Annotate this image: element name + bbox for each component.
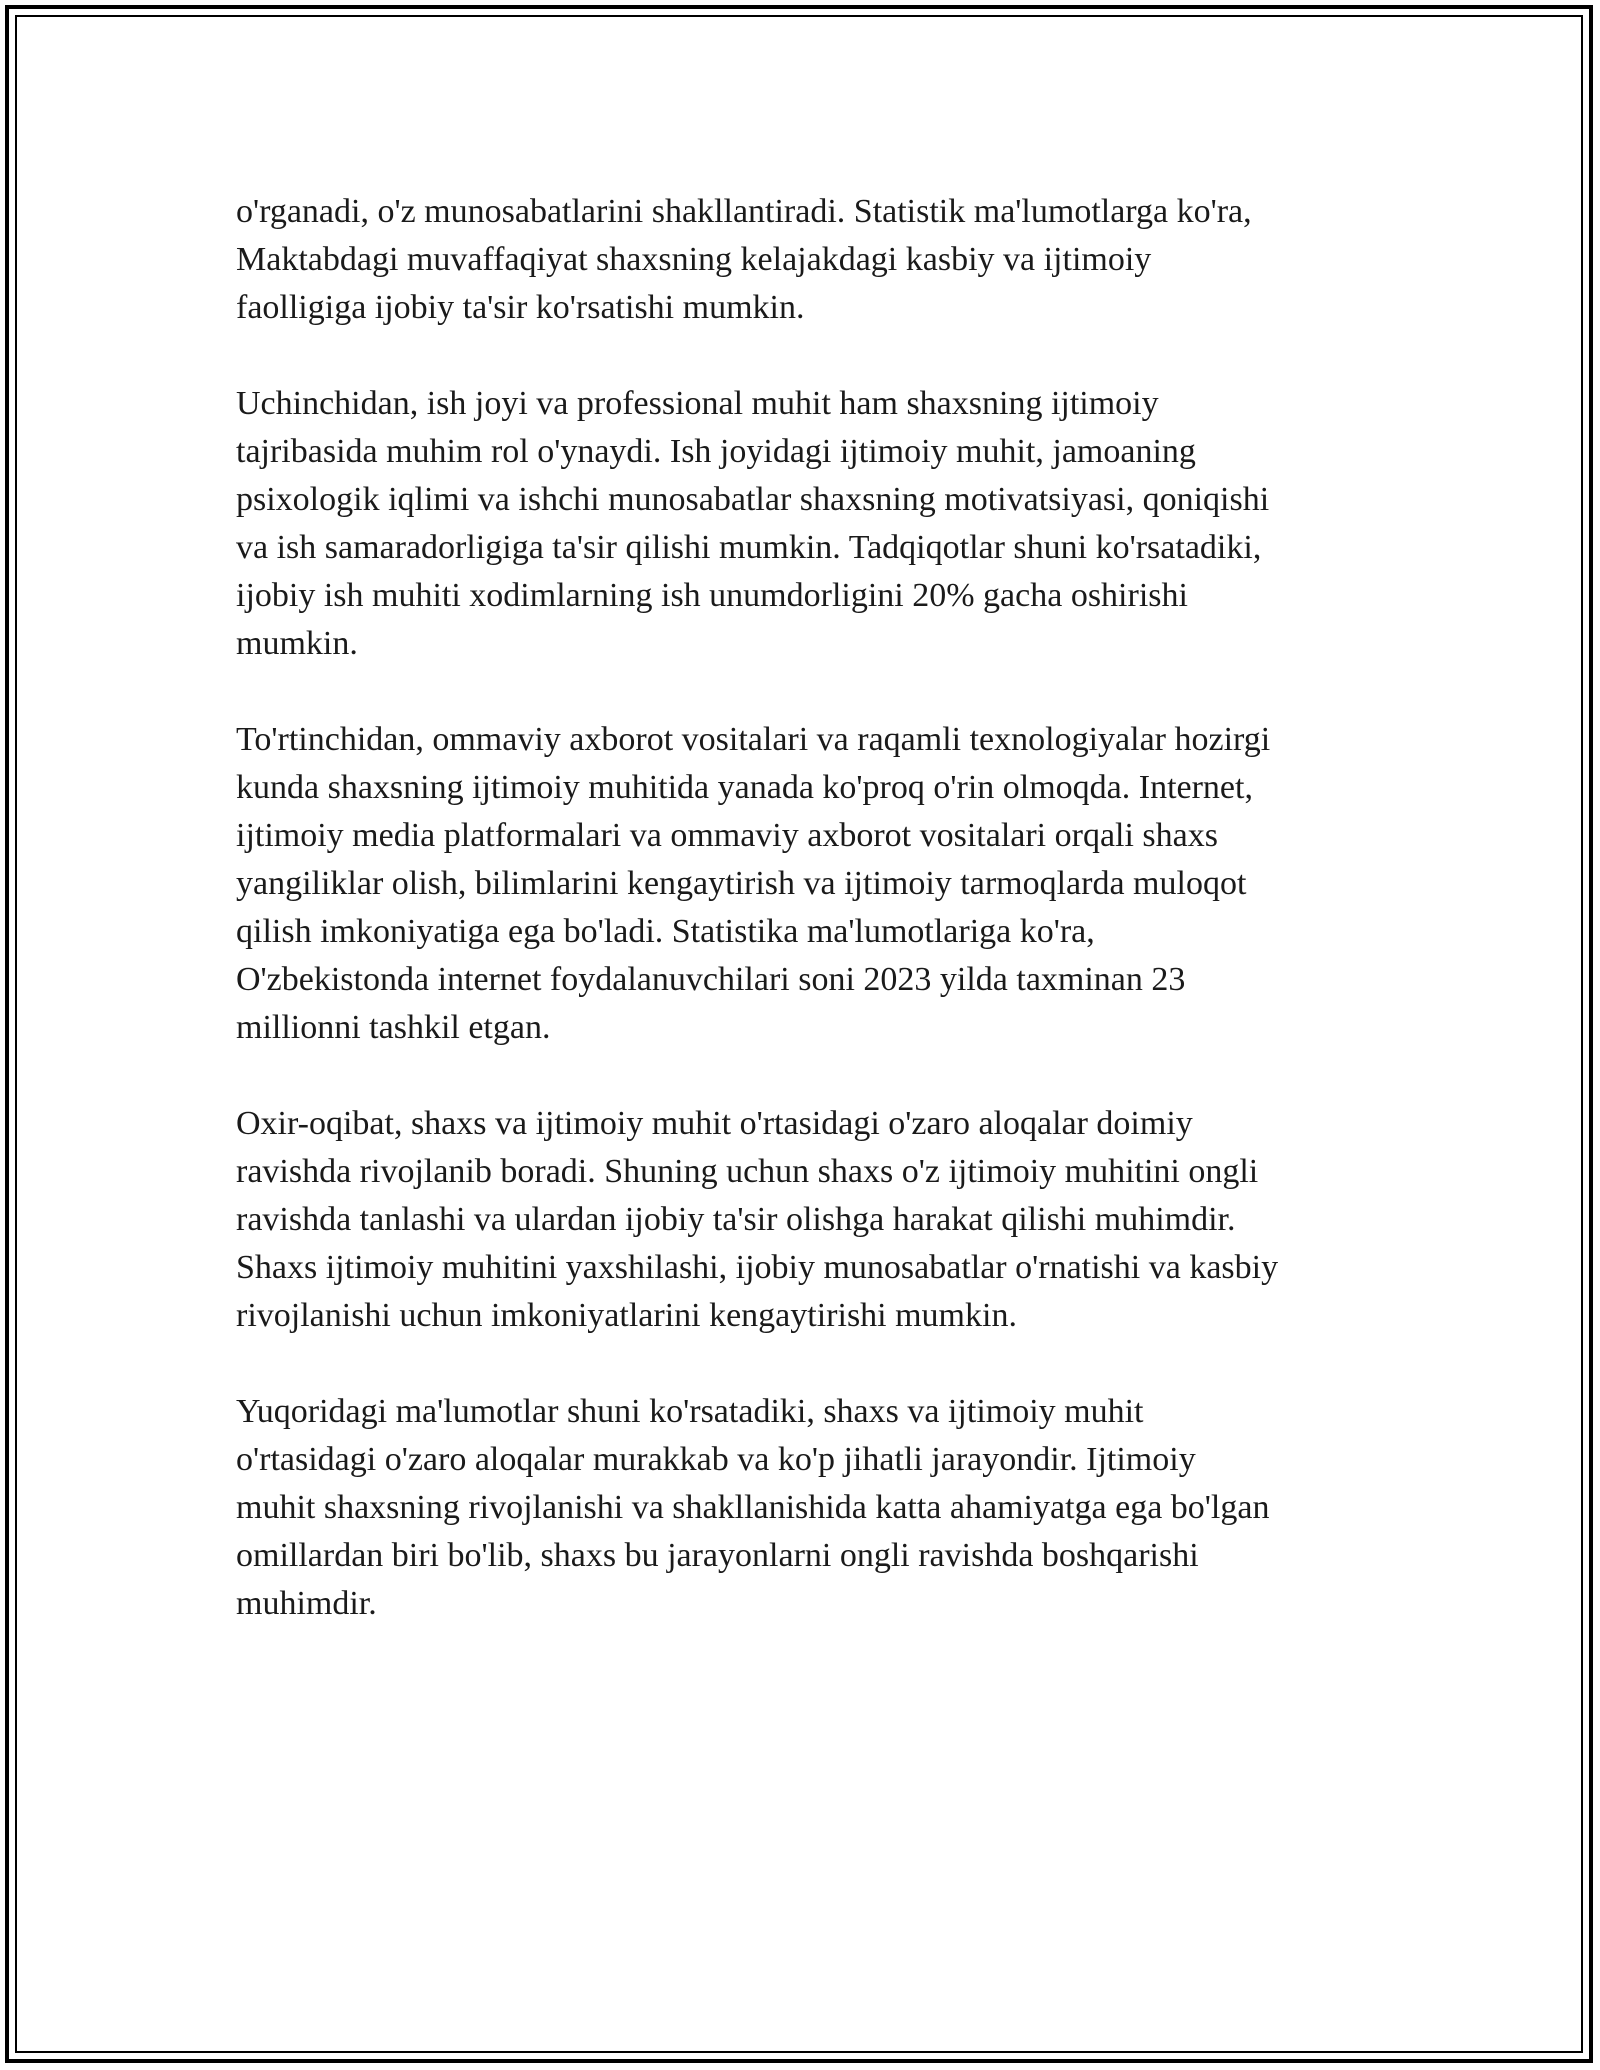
paragraph-workplace — [236, 380, 1366, 668]
text-line: rivojlanishi uchun imkoniyatlarini kengaytirishi mumkin. — [236, 1297, 1017, 1334]
text-line: ravishda tanlashi va ulardan ijobiy ta'sir olishga harakat qilishi muhimdir. — [236, 1201, 1236, 1238]
text-line: ijobiy ish muhiti xodimlarning ish unumdorligini 20% gacha oshirishi — [236, 577, 1188, 614]
text-line: Shaxs ijtimoiy muhitini yaxshilashi, ijobiy munosabatlar o'rnatishi va kasbiy — [236, 1249, 1279, 1286]
text-line: To'rtinchidan, ommaviy axborot vositalari va raqamli texnologiyalar hozirgi — [236, 721, 1271, 758]
text-line: Oxir-oqibat, shaxs va ijtimoiy muhit o'rtasidagi o'zaro aloqalar doimiy — [236, 1105, 1193, 1142]
text-line: Uchinchidan, ish joyi va professional muhit ham shaxsning ijtimoiy — [236, 385, 1159, 422]
text-line: Maktabdagi muvaffaqiyat shaxsning kelajakdagi kasbiy va ijtimoiy — [236, 241, 1152, 278]
text-line: muhit shaxsning rivojlanishi va shakllanishida katta ahamiyatga ega bo'lgan — [236, 1489, 1270, 1526]
text-line: O'zbekistonda internet foydalanuvchilari soni 2023 yilda taxminan 23 — [236, 961, 1186, 998]
paragraph-interaction — [236, 1100, 1366, 1340]
text-line: ijtimoiy media platformalari va ommaviy axborot vositalari orqali shaxs — [236, 817, 1218, 854]
text-line: va ish samaradorligiga ta'sir qilishi mumkin. Tadqiqotlar shuni ko'rsatadiki, — [236, 529, 1262, 566]
text-line: psixologik iqlimi va ishchi munosabatlar shaxsning motivatsiyasi, qoniqishi — [236, 481, 1270, 518]
text-line: omillardan biri bo'lib, shaxs bu jarayonlarni ongli ravishda boshqarishi — [236, 1537, 1199, 1574]
text-line: ravishda rivojlanib boradi. Shuning uchun shaxs o'z ijtimoiy muhitini ongli — [236, 1153, 1259, 1190]
text-line: muhimdir. — [236, 1585, 377, 1622]
text-line: mumkin. — [236, 625, 358, 662]
text-line: o'rtasidagi o'zaro aloqalar murakkab va ko'p jihatli jarayondir. Ijtimoiy — [236, 1441, 1196, 1478]
text-line: Yuqoridagi ma'lumotlar shuni ko'rsatadiki, shaxs va ijtimoiy muhit — [236, 1393, 1144, 1430]
text-line: millionni tashkil etgan. — [236, 1009, 551, 1046]
document-body — [236, 188, 1366, 1676]
text-line: yangiliklar olish, bilimlarini kengaytirish va ijtimoiy tarmoqlarda muloqot — [236, 865, 1247, 902]
paragraph-school-success — [236, 188, 1366, 332]
text-line: qilish imkoniyatiga ega bo'ladi. Statistika ma'lumotlariga ko'ra, — [236, 913, 1095, 950]
paragraph-conclusion — [236, 1388, 1366, 1628]
text-line: faolligiga ijobiy ta'sir ko'rsatishi mumkin. — [236, 289, 805, 326]
paragraph-media-technology — [236, 716, 1366, 1052]
text-line: o'rganadi, o'z munosabatlarini shakllantiradi. Statistik ma'lumotlarga ko'ra, — [236, 193, 1252, 230]
text-line: kunda shaxsning ijtimoiy muhitida yanada ko'proq o'rin olmoqda. Internet, — [236, 769, 1253, 806]
text-line: tajribasida muhim rol o'ynaydi. Ish joyidagi ijtimoiy muhit, jamoaning — [236, 433, 1196, 470]
